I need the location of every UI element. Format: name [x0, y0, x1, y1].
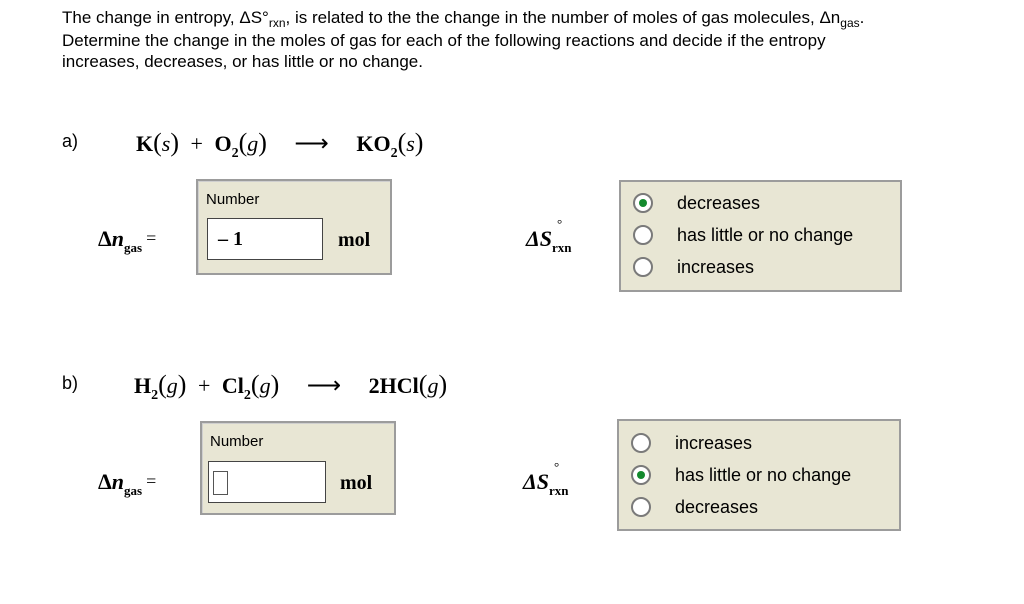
number-label: Number — [210, 433, 264, 450]
radio-button[interactable] — [631, 497, 651, 517]
radio-label: decreases — [675, 496, 759, 517]
unit-label: mol — [340, 472, 373, 494]
part-b-delta-n-label: $\Delta n_{gas}$ = — [98, 469, 157, 498]
part-a-delta-n-label: $\Delta n_{gas}$ = — [98, 226, 157, 255]
part-b-number-input[interactable] — [208, 461, 326, 503]
question-prompt — [62, 7, 1002, 72]
radio-button[interactable] — [633, 225, 653, 245]
radio-button[interactable] — [633, 193, 653, 213]
radio-label: increases — [677, 256, 755, 277]
part-a-label: a) — [62, 131, 79, 151]
radio-option[interactable] — [631, 463, 851, 487]
prompt-line-2: Determine the change in the moles of gas for each of the following reactions and decide if the entropy — [62, 31, 826, 50]
part-b-entropy-options — [617, 419, 901, 531]
part-b-label: b) — [62, 373, 79, 393]
radio-label: has little or no change — [675, 464, 852, 485]
part-a-number-input[interactable]: – 1 — [207, 218, 323, 260]
part-b-reaction: $H_2(g) + Cl_2(g)$ ⟶ 2HCl(g) — [134, 370, 448, 403]
reaction-arrow: ⟶ — [294, 131, 329, 157]
radio-option[interactable] — [631, 495, 758, 519]
part-a-reaction: $K(s) + O_2(g)$ ⟶ $KO_2(s)$ — [136, 128, 424, 161]
radio-option[interactable] — [633, 191, 760, 215]
number-label: Number — [206, 191, 260, 208]
radio-button[interactable] — [631, 465, 651, 485]
radio-option[interactable] — [633, 223, 853, 247]
part-a-number-panel — [196, 179, 392, 275]
radio-label: increases — [675, 432, 753, 453]
part-b-delta-s-label: ΔS ° $_{rxn}$ — [523, 459, 569, 498]
part-b-number-panel — [200, 421, 396, 515]
unit-label: mol — [338, 229, 371, 251]
prompt-line-3: increases, decreases, or has little or no change. — [62, 52, 423, 71]
radio-option[interactable] — [633, 255, 754, 279]
reaction-arrow: ⟶ — [306, 373, 342, 399]
prompt-line-1: The change in entropy, $\Delta S^\circ_{rxn}$, is related to the the change in the number of moles of gas molecules, $\Delta n_{gas}$. — [62, 8, 865, 30]
radio-button[interactable] — [631, 433, 651, 453]
part-a-entropy-options — [619, 180, 902, 292]
radio-label: decreases — [677, 192, 761, 213]
radio-option[interactable] — [631, 431, 752, 455]
radio-button[interactable] — [633, 257, 653, 277]
radio-label: has little or no change — [677, 224, 854, 245]
text-cursor-box — [213, 471, 228, 495]
part-a-delta-s-label: ΔS ° $_{rxn}$ — [526, 216, 572, 255]
